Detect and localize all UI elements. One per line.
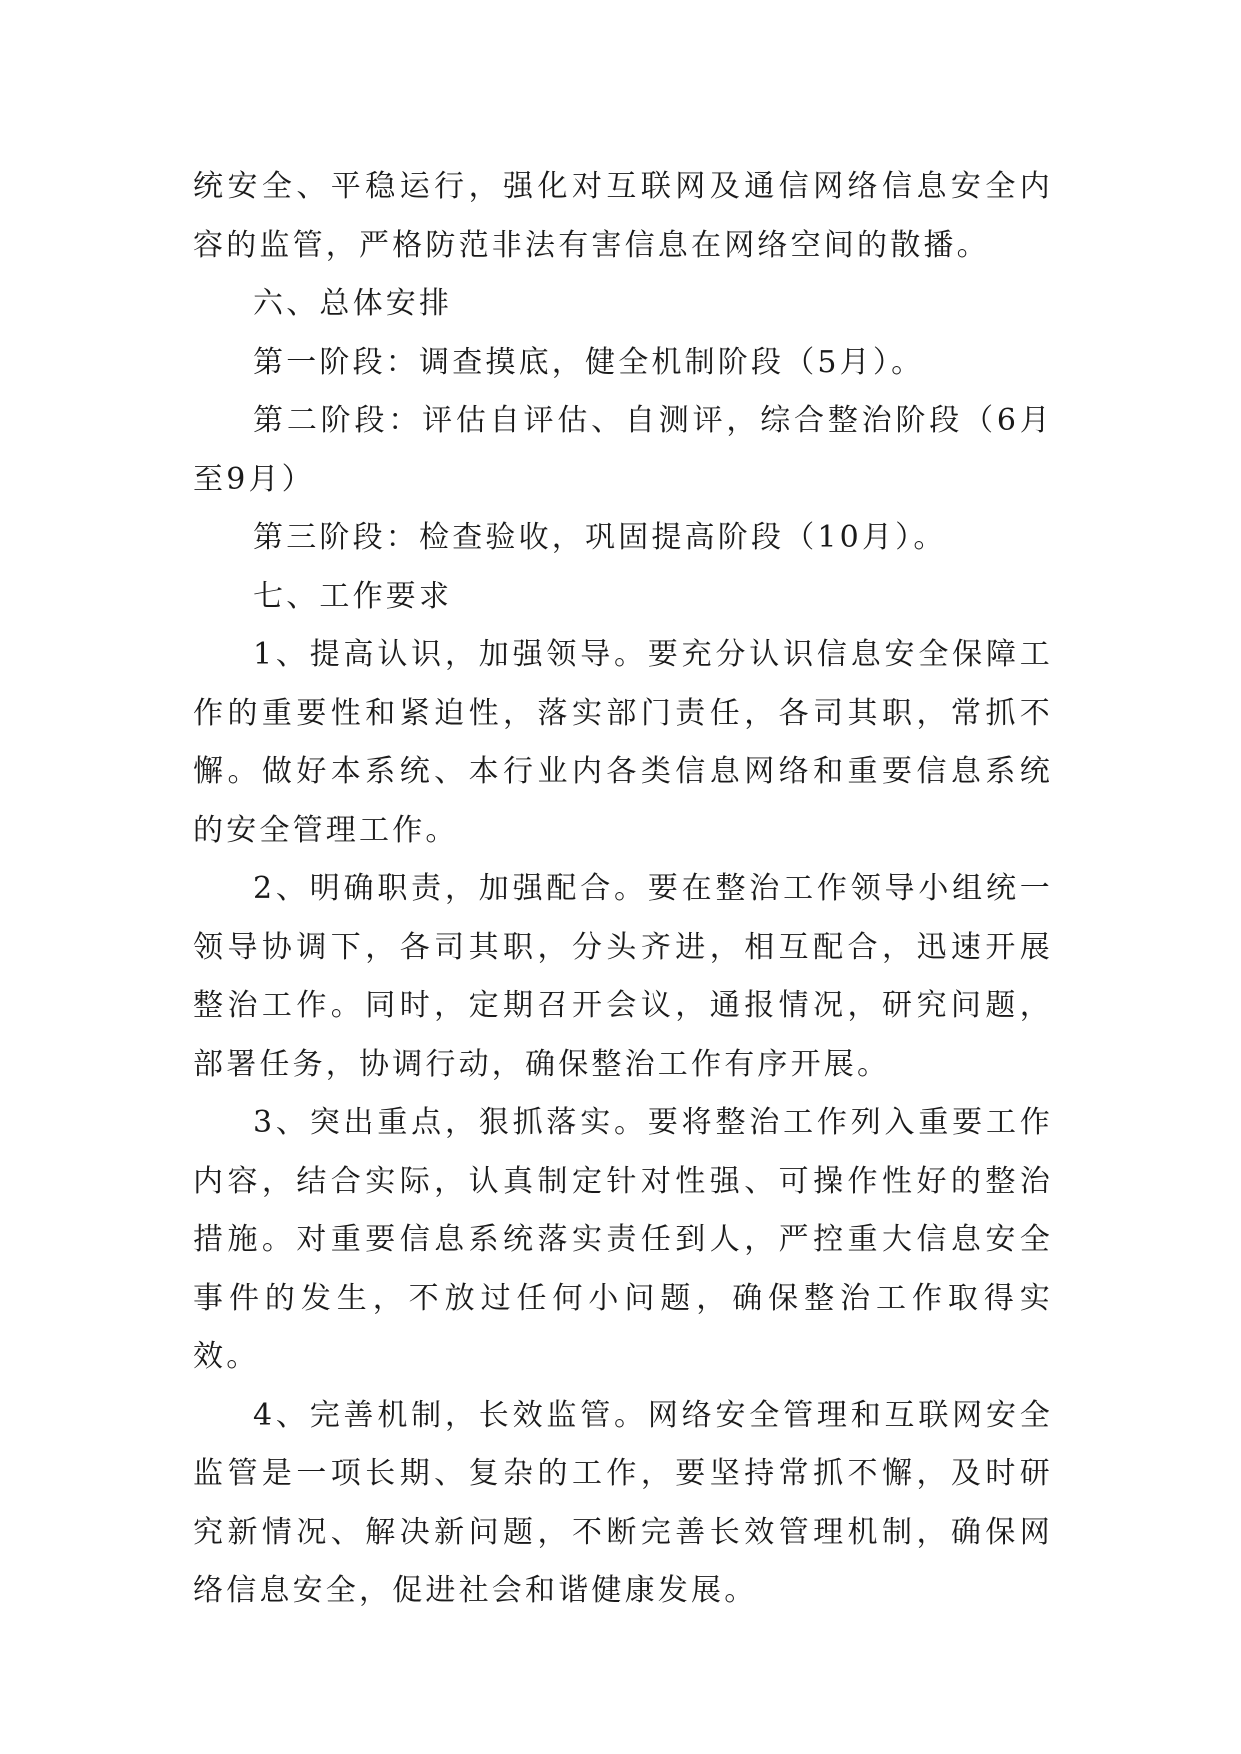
- requirement-2-paragraph: 2、明确职责，加强配合。要在整治工作领导小组统一领导协调下，各司其职，分头齐进，相互配合，迅速开展整治工作。同时，定期召开会议，通报情况，研究问题，部署任务，协调行动，确保整治工作有序开展。: [193, 871, 1053, 1082]
- requirement-1-paragraph: 1、提高认识，加强领导。要充分认识信息安全保障工作的重要性和紧迫性，落实部门责任，各司其职，常抓不懈。做好本系统、本行业内各类信息网络和重要信息系统的安全管理工作。: [193, 637, 1053, 848]
- section-heading-overall-arrangement: 六、总体安排: [253, 286, 453, 321]
- stage-one-paragraph: 第一阶段：调查摸底，健全机制阶段（5月）。: [253, 344, 925, 380]
- paragraph-continuation: 统安全、平稳运行，强化对互联网及通信网络信息安全内容的监管，严格防范非法有害信息在网络空间的散播。: [193, 169, 1053, 263]
- section-heading-work-requirements: 七、工作要求: [253, 578, 453, 614]
- requirement-3-paragraph: 3、突出重点，狠抓落实。要将整治工作列入重要工作内容，结合实际，认真制定针对性强、可操作性好的整治措施。对重要信息系统落实责任到人，严控重大信息安全事件的发生，不放过任何小问题，确保整治工作取得实效。: [193, 1105, 1053, 1374]
- stage-two-paragraph: 第二阶段：评估自评估、自测评，综合整治阶段（6月至9月）: [193, 403, 1053, 497]
- document-body: [193, 158, 1053, 1621]
- requirement-4-paragraph: 4、完善机制，长效监管。网络安全管理和互联网安全监管是一项长期、复杂的工作，要坚持常抓不懈，及时研究新情况、解决新问题，不断完善长效管理机制，确保网络信息安全，促进社会和谐健康发展。: [193, 1397, 1053, 1608]
- stage-three-paragraph: 第三阶段：检查验收，巩固提高阶段（10月）。: [253, 520, 947, 555]
